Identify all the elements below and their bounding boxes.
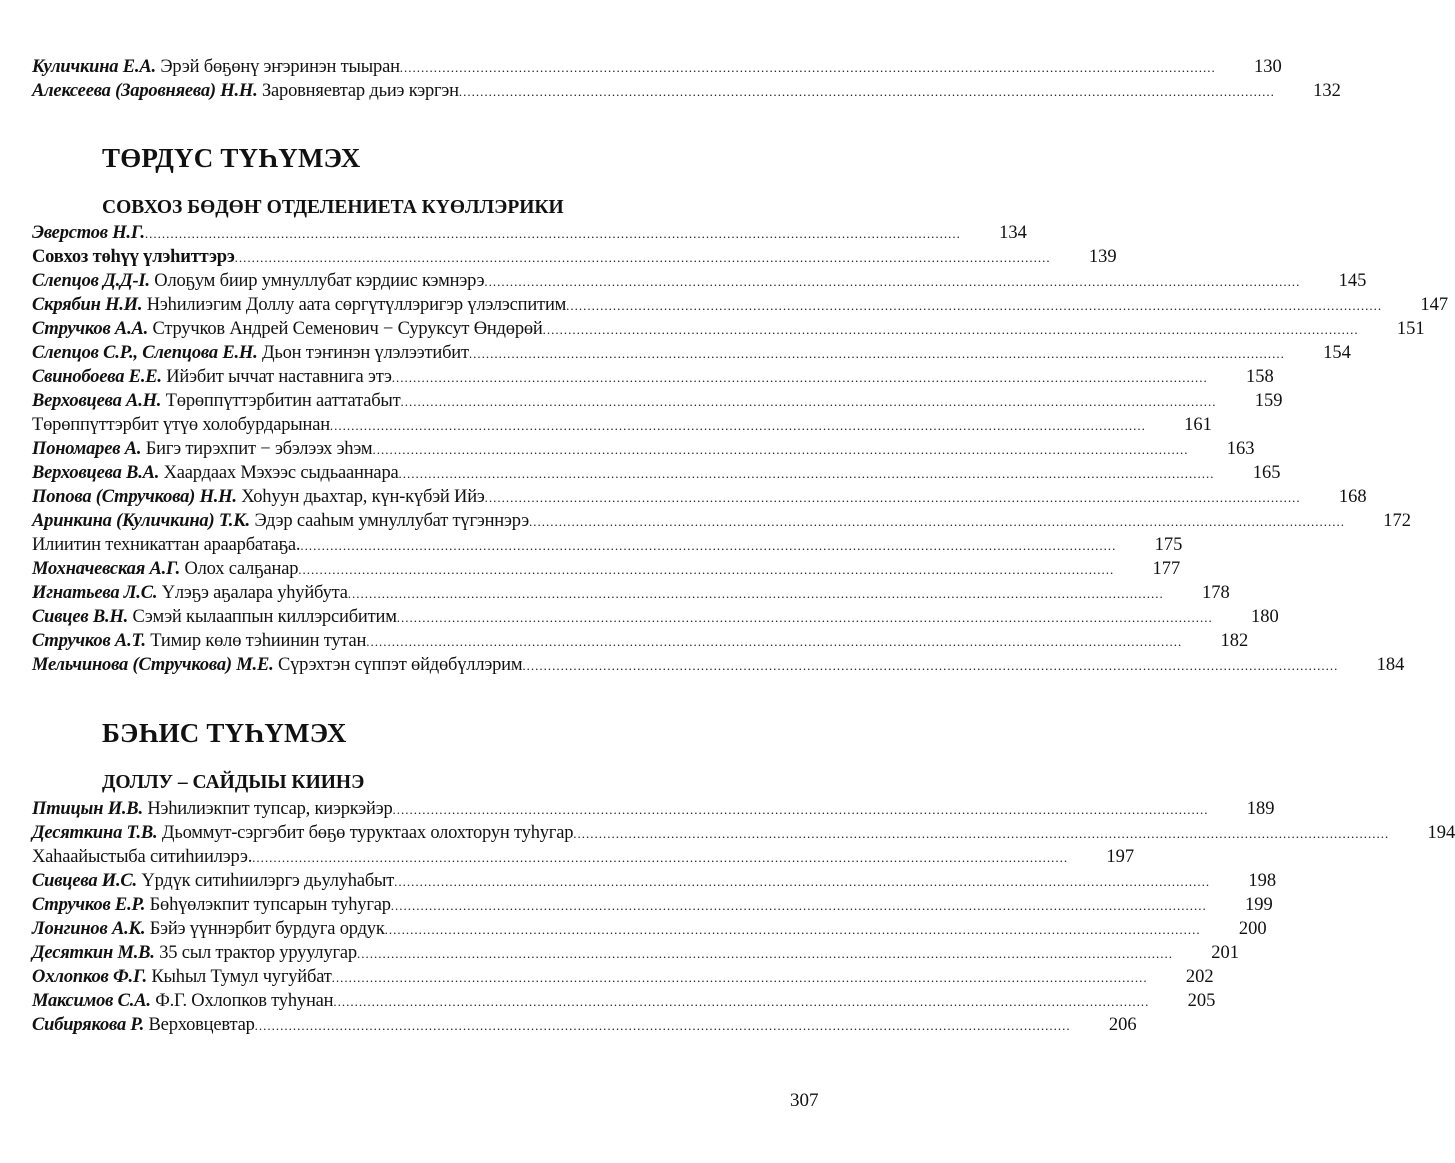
entry-author: Сивцева И.С.: [32, 871, 137, 891]
entry-page: 182: [1220, 631, 1249, 651]
entry-author: Пономарев А.: [32, 439, 142, 459]
entry-author: Игнатьева Л.С.: [32, 583, 158, 603]
toc-entry: [32, 461, 1281, 485]
dot-leader: [255, 1014, 1071, 1038]
entry-title: Төрөппүттэрбит үтүө холобурдарынан: [32, 415, 330, 435]
dot-leader: [357, 942, 1173, 966]
entry-title: Дьоммут-сэргэбит бөҕө туруктаах олохторун туһугар: [161, 823, 574, 843]
toc-entry: [32, 893, 1273, 917]
entry-title: Нэһилиэгим Доллу аата сөргүтүллэригэр үлэлэспитим: [146, 295, 567, 315]
entry-text: [32, 821, 573, 845]
dot-leader: [145, 222, 961, 246]
entry-page: 175: [1154, 535, 1183, 555]
entry-title: Тимир көлө тэһиинин тутан: [150, 631, 367, 651]
entry-title: Кыһыл Тумул чугуйбат: [151, 967, 332, 987]
dot-leader: [330, 414, 1146, 438]
entry-page: 132: [1313, 81, 1341, 101]
entry-text: [32, 317, 543, 341]
entry-author: Сибирякова Р.: [32, 1015, 145, 1035]
toc-entry: [32, 557, 1181, 581]
entry-title: Ф.Г. Охлопков туһунан: [155, 991, 334, 1011]
entry-page: 159: [1254, 391, 1283, 411]
dot-leader: [566, 294, 1382, 318]
entry-author: Алексеева (Заровняева) Н.Н.: [32, 81, 258, 101]
entry-author: Скрябин Н.И.: [32, 295, 143, 315]
entry-author: Мохначевская А.Г.: [32, 559, 181, 579]
entry-page: 158: [1246, 367, 1274, 387]
entry-text: [32, 79, 459, 103]
toc-entry: [32, 509, 1411, 533]
entry-author: Стручков Е.Р.: [32, 895, 146, 915]
dot-leader: [348, 582, 1164, 606]
entry-author: Птицын И.В.: [32, 799, 143, 819]
entry-author: Стручков А.Т.: [32, 631, 146, 651]
dot-leader: [399, 462, 1215, 486]
entry-page: 151: [1396, 319, 1425, 339]
section-heading: ТӨРДҮС ТҮҺҮМЭХ: [102, 143, 361, 173]
section-subheading: ДОЛЛУ – САЙДЫЫ КИИНЭ: [102, 772, 365, 793]
dot-leader: [469, 342, 1285, 366]
dot-leader: [300, 534, 1116, 558]
dot-leader: [392, 366, 1208, 390]
toc-entry: [32, 437, 1255, 461]
toc-entry: [32, 581, 1230, 605]
toc-entry: [32, 389, 1283, 413]
toc-entry: [32, 629, 1249, 653]
entry-title: Төрөппүттэрбитин ааттатабыт: [165, 391, 401, 411]
entry-author: Слепцов Д.Д-І.: [32, 271, 150, 291]
entry-author: Максимов С.А.: [32, 991, 151, 1011]
entry-page: 139: [1088, 247, 1117, 267]
entry-text: [32, 221, 145, 245]
toc-entry: [32, 341, 1351, 365]
dot-leader: [366, 630, 1182, 654]
entry-title: Олох салҕанар: [184, 559, 299, 579]
entry-text: [32, 485, 485, 509]
entry-title: Стручков Андрей Семенович − Суруксут Өндөрөй: [152, 319, 543, 339]
toc-entry: [32, 821, 1455, 845]
entry-title: Бөһүөлэкпит тупсарын туһугар: [149, 895, 391, 915]
dot-leader: [372, 438, 1188, 462]
entry-page: 177: [1152, 559, 1181, 579]
entry-text: [32, 629, 366, 653]
toc-entry: [32, 365, 1274, 389]
dot-leader: [391, 894, 1207, 918]
entry-page: 205: [1187, 991, 1216, 1011]
dot-leader: [397, 606, 1213, 630]
entry-title: Хоһуун дьахтар, күн-күбэй Ийэ: [241, 487, 485, 507]
dot-leader: [333, 990, 1149, 1014]
entry-page: 147: [1420, 295, 1449, 315]
entry-text: [32, 605, 397, 629]
entry-text: [32, 293, 566, 317]
entry-text: [32, 389, 401, 413]
entry-page: 154: [1323, 343, 1351, 363]
entry-title: Илиитин техникаттан араарбатаҕа.: [32, 535, 301, 555]
toc-entry: [32, 533, 1183, 557]
entry-author: Десяткин М.В.: [32, 943, 155, 963]
dot-leader: [332, 966, 1148, 990]
entry-text: [32, 1013, 255, 1037]
entry-title: Олоҕум биир умнуллубат кэрдиис кэмнэрэ: [154, 271, 485, 291]
entry-author: Верховцева А.Н.: [32, 391, 162, 411]
dot-leader: [401, 390, 1217, 414]
entry-page: 189: [1246, 799, 1275, 819]
entry-author: Куличкина Е.А.: [32, 57, 156, 77]
dot-leader: [400, 56, 1216, 80]
page-number: 307: [790, 1090, 819, 1111]
entry-page: 194: [1427, 823, 1455, 843]
dot-leader: [394, 870, 1210, 894]
entry-author: Слепцов С.Р., Слепцова Е.Н.: [32, 343, 258, 363]
toc-entry: [32, 989, 1216, 1013]
entry-text: [32, 869, 394, 893]
entry-page: 165: [1252, 463, 1281, 483]
entry-title: Хаһаайыстыба ситиһиилэрэ.: [32, 847, 253, 867]
entry-text: [32, 365, 392, 389]
entry-text: [32, 917, 385, 941]
toc-entry: [32, 221, 1027, 245]
entry-text: [32, 989, 333, 1013]
entry-author: Аринкина (Куличкина) Т.К.: [32, 511, 250, 531]
toc-entry: [32, 845, 1135, 869]
dot-leader: [529, 510, 1345, 534]
entry-page: 178: [1202, 583, 1230, 603]
entry-author: Мельчинова (Стручкова) М.Е.: [32, 655, 274, 675]
entry-text: [32, 509, 529, 533]
entry-title: 35 сыл трактор уруулугар: [159, 943, 357, 963]
toc-entry: [32, 917, 1267, 941]
entry-page: 200: [1238, 919, 1267, 939]
entry-author: Эверстов Н.Г.: [32, 223, 145, 243]
toc-entry: [32, 965, 1214, 989]
entry-page: 168: [1338, 487, 1367, 507]
entry-text: [32, 581, 348, 605]
toc-entry: [32, 413, 1212, 437]
entry-text: [32, 533, 300, 557]
dot-leader: [543, 318, 1359, 342]
entry-title: Эдэр сааһым умнуллубат түгэннэрэ: [254, 511, 529, 531]
dot-leader: [484, 270, 1300, 294]
entry-title: Ийэбит ыччат наставнига этэ: [166, 367, 392, 387]
toc-entry: [32, 797, 1275, 821]
dot-leader: [385, 918, 1201, 942]
entry-page: 172: [1383, 511, 1411, 531]
entry-title: Нэһилиэкпит тупсар, киэркэйэр: [147, 799, 393, 819]
toc-entry: [32, 605, 1279, 629]
entry-author: Стручков А.А.: [32, 319, 149, 339]
section-heading: БЭҺИС ТҮҺҮМЭХ: [102, 718, 347, 748]
entry-text: [32, 269, 484, 293]
entry-author: Верховцева В.А.: [32, 463, 160, 483]
entry-title: Хаардаах Мэхээс сыдьааннара: [163, 463, 399, 483]
toc-entry: [32, 869, 1277, 893]
toc-entry: [32, 79, 1341, 103]
entry-text: [32, 557, 298, 581]
toc-entry: [32, 653, 1405, 677]
entry-author: Десяткина Т.В.: [32, 823, 158, 843]
entry-author: Сивцев В.Н.: [32, 607, 129, 627]
entry-page: 197: [1106, 847, 1135, 867]
dot-leader: [298, 558, 1114, 582]
entry-text: [32, 245, 235, 269]
entry-page: 145: [1338, 271, 1367, 291]
entry-text: [32, 941, 357, 965]
entry-page: 184: [1376, 655, 1405, 675]
dot-leader: [235, 246, 1051, 270]
entry-page: 201: [1211, 943, 1239, 963]
dot-leader: [393, 798, 1209, 822]
toc-entry: [32, 941, 1239, 965]
toc-entry: [32, 269, 1367, 293]
entry-title: Верховцевтар: [148, 1015, 255, 1035]
entry-title: Дьон тэҥинэн үлэлээтибит: [261, 343, 469, 363]
entry-text: [32, 341, 469, 365]
entry-text: [32, 893, 391, 917]
entry-page: 202: [1185, 967, 1214, 987]
entry-page: 134: [999, 223, 1027, 243]
entry-page: 130: [1254, 57, 1282, 77]
toc-entry: [32, 1013, 1137, 1037]
dot-leader: [573, 822, 1389, 846]
entry-text: [32, 653, 522, 677]
entry-title: Бигэ тирэхпит − эбэлээх эһэм: [145, 439, 373, 459]
entry-page: 199: [1245, 895, 1273, 915]
entry-text: [32, 437, 372, 461]
entry-title: Үрдүк ситиһиилэргэ дьулуһабыт: [141, 871, 395, 891]
entry-text: [32, 965, 332, 989]
dot-leader: [252, 846, 1068, 870]
entry-author: Лонгинов А.К.: [32, 919, 146, 939]
entry-title: Заровняевтар дьиэ кэргэн: [261, 81, 459, 101]
entry-title: Эрэй бөҕөнү эҥэринэн тыыран: [160, 57, 400, 77]
section-subheading: СОВХОЗ БӨДӨҤ ОТДЕЛЕНИЕТА КҮӨЛЛЭРИКИ: [102, 197, 564, 218]
entry-text: [32, 413, 330, 437]
entry-author: Свинобоева Е.Е.: [32, 367, 162, 387]
entry-author: Попова (Стручкова) Н.Н.: [32, 487, 237, 507]
entry-title: Совхоз төһүү үлэһиттэрэ: [32, 247, 235, 267]
toc-entry: [32, 55, 1282, 79]
entry-page: 206: [1108, 1015, 1137, 1035]
entry-title: Бэйэ үүннэрбит бурдуга ордук: [149, 919, 385, 939]
entry-page: 163: [1226, 439, 1255, 459]
entry-text: [32, 461, 399, 485]
entry-title: Сүрэхтэн сүппэт өйдөбүллэрим: [277, 655, 523, 675]
entry-page: 161: [1184, 415, 1212, 435]
entry-text: [32, 797, 393, 821]
toc-entry: [32, 245, 1117, 269]
toc-entry: [32, 485, 1367, 509]
entry-page: 180: [1250, 607, 1279, 627]
dot-leader: [459, 80, 1275, 104]
entry-text: [32, 55, 400, 79]
entry-page: 198: [1248, 871, 1277, 891]
entry-author: Охлопков Ф.Г.: [32, 967, 147, 987]
dot-leader: [485, 486, 1301, 510]
entry-text: [32, 845, 252, 869]
entry-title: Үлэҕэ аҕалара уһуйбута: [161, 583, 348, 603]
toc-entry: [32, 293, 1449, 317]
dot-leader: [522, 654, 1338, 678]
entry-title: Сэмэй кылааппын киллэрсибитим: [132, 607, 397, 627]
toc-entry: [32, 317, 1425, 341]
